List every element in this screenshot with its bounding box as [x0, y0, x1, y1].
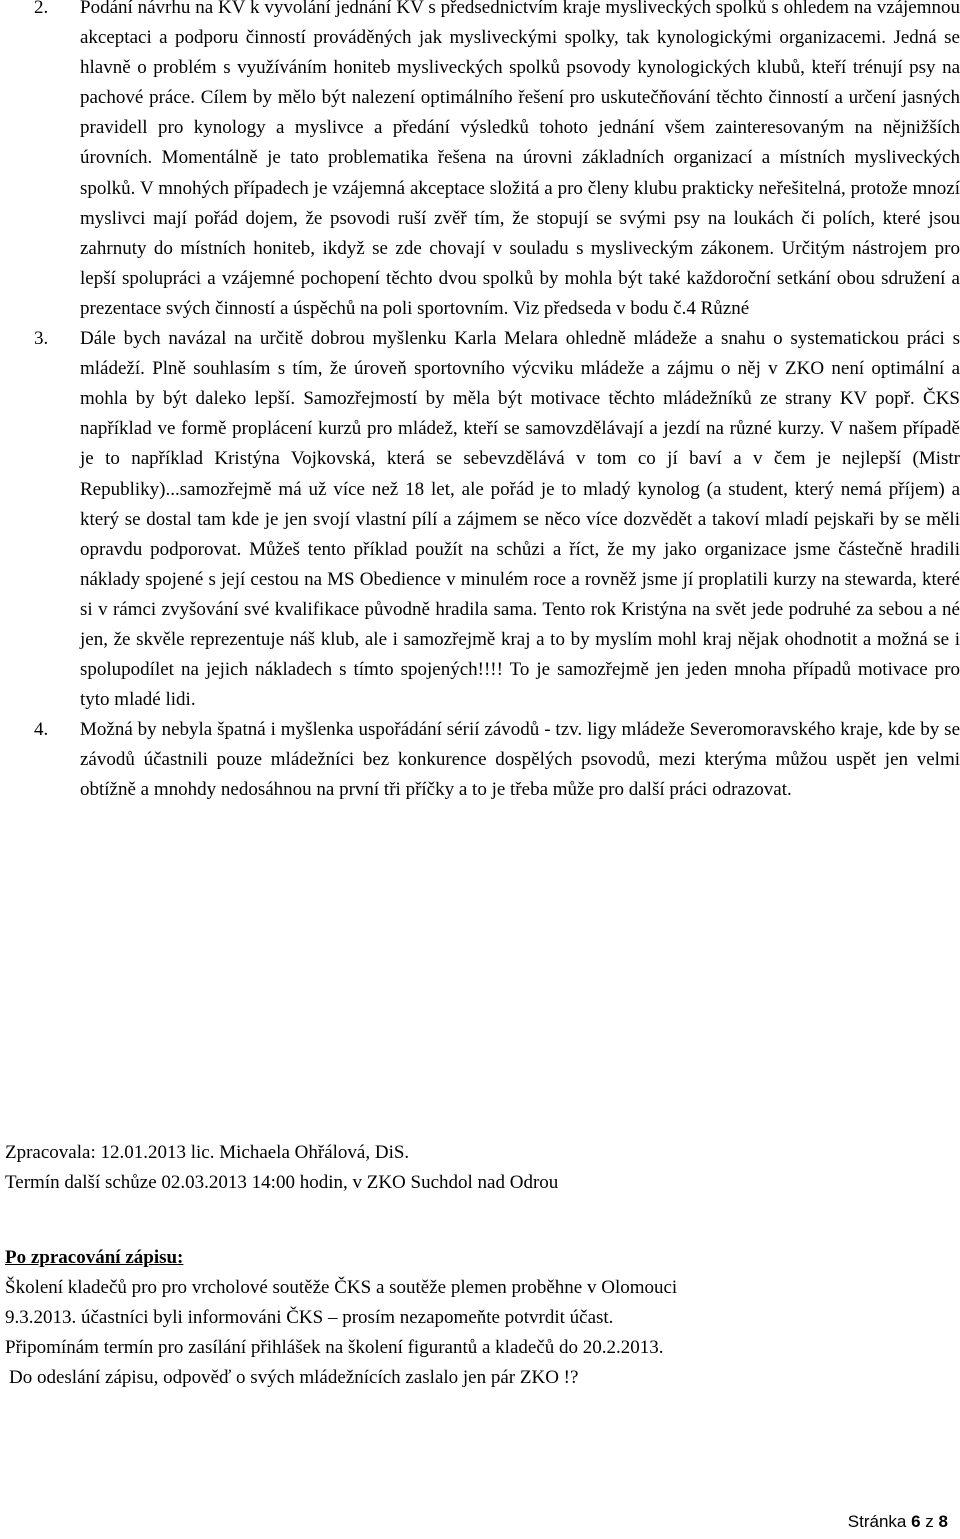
page-label: Stránka [847, 1512, 907, 1531]
section-heading: Po zpracování zápisu: [5, 1247, 184, 1268]
page-number [848, 1511, 948, 1533]
note-line: Připomínám termín pro zasílání přihlášek na školení figurantů a kladečů do 20.2.2013. [5, 1337, 664, 1359]
note-line: Školení kladečů pro pro vrcholové soutěže ČKS a soutěže plemen proběhne v Olomouci [5, 1277, 678, 1299]
note-line: 9.3.2013. účastníci byli informováni ČKS – prosím nezapomeňte potvrdit účast. [5, 1307, 614, 1329]
list-item-number: 4. [34, 719, 49, 741]
list-item-text: Možná by nebyla špatná i myšlenka uspořádání sérií závodů - tzv. ligy mládeže Severomoravského kraje, kde by se závodů účastnili pouze mládežníci bez konkurence dospělých psovodů, mezi kterýma můžou uspět jen velmi obtížně a mnohdy nedosáhnou na první tři příčky a to je třeba může pro další práci odrazovat. [80, 719, 960, 801]
page-current: 6 [911, 1512, 921, 1531]
list-item-number: 3. [34, 328, 49, 350]
next-meeting: Termín další schůze 02.03.2013 14:00 hodin, v ZKO Suchdol nad Odrou [5, 1172, 559, 1194]
note-line: Do odeslání zápisu, odpověď o svých mládežnících zaslalo jen pár ZKO !? [9, 1367, 579, 1389]
list-item-2 [34, 0, 960, 324]
signature-block [5, 1138, 955, 1198]
page-separator: z [925, 1512, 934, 1531]
list-item-number: 2. [34, 0, 49, 18]
list-item-4 [34, 715, 960, 805]
list-item-text: Dále bych navázal na určitě dobrou myšlenku Karla Melara ohledně mládeže a snahu o systematickou práci s mládeží. Plně souhlasím s tím, že úroveň sportovního výcviku mládeže a zájmu o něj v ZKO není optimální a mohla by být daleko lepší. Samozřejmostí by měla být motivace těchto mládežníků ze strany KV popř. ČKS například ve formě proplácení kurzů pro mládež, kteří se samovzdělávají a jezdí na různé kurzy. V našem případě je to například Kristýna Vojkovská, která se sebevzdělává v tom co jí baví a v čem je nejlepší (Mistr Republiky)...samozřejmě má už více než 18 let, ale pořád je to mladý kynolog (a student, který nemá příjem) a který se dostal tam kde je jen svojí vlastní pílí a zájmem se něco více dozvědět a takoví mladí pejskaři by se měli opravdu podporovat. Můžeš tento příklad použít na schůzi a říct, že my jako organizace jsme částečně hradili náklady spojené s její cestou na MS Obedience v minulém roce a rovněž jsme jí proplatili kurzy na stewarda, které si v rámci zvyšování své kvalifikace původně hradila sama. Tento rok Kristýna na svět jede podruhé za sebou a né jen, že skvěle reprezentuje náš klub, ale i samozřejmě kraj a to by myslím mohl kraj nějak ohodnotit a možná se i spolupodílet na jejich nákladech s tímto spojených!!!! To je samozřejmě jen jeden mnoha případů motivace pro tyto mladé lidi. [80, 328, 960, 711]
after-minutes-section [5, 1243, 955, 1393]
list-item-3 [34, 324, 960, 715]
list-item-text: Podání návrhu na KV k vyvolání jednání KV s předsednictvím kraje mysliveckých spolků s ohledem na vzájemnou akceptaci a podporu činností prováděných jak mysliveckými spolky, tak kynologickými organizacemi. Jedná se hlavně o problém s využíváním honiteb mysliveckých spolků psovody kynologických klubů, kteří trénují psy na pachové práce. Cílem by mělo být nalezení optimálního řešení pro uskutečňování těchto činností a určení jasných pravidell pro kynology a myslivce a předání výsledků tohoto jednání všem zainteresovaným na nějnižších úrovních. Momentálně je tato problematika řešena na úrovni základních organizací a místních mysliveckých spolků. V mnohých případech je vzájemná akceptace složitá a pro členy klubu prakticky neřešitelná, protože mnozí myslivci mají pořád dojem, že psovodi ruší zvěř tím, že stopují se svými psy na loukách či polích, které jsou zahrnuty do místních honiteb, ikdyž se zde chovají v souladu s mysliveckým zákonem. Určitým nástrojem pro lepší spolupráci a vzájemné pochopení těchto dvou spolků by mohla být také každoroční setkání obou sdružení a prezentace svých činností a úspěchů na poli sportovním. Viz předseda v bodu č.4 Různé [80, 0, 960, 319]
numbered-list [34, 0, 960, 806]
page-total: 8 [938, 1512, 948, 1531]
prepared-by: Zpracovala: 12.01.2013 lic. Michaela Ohřálová, DiS. [5, 1142, 410, 1163]
